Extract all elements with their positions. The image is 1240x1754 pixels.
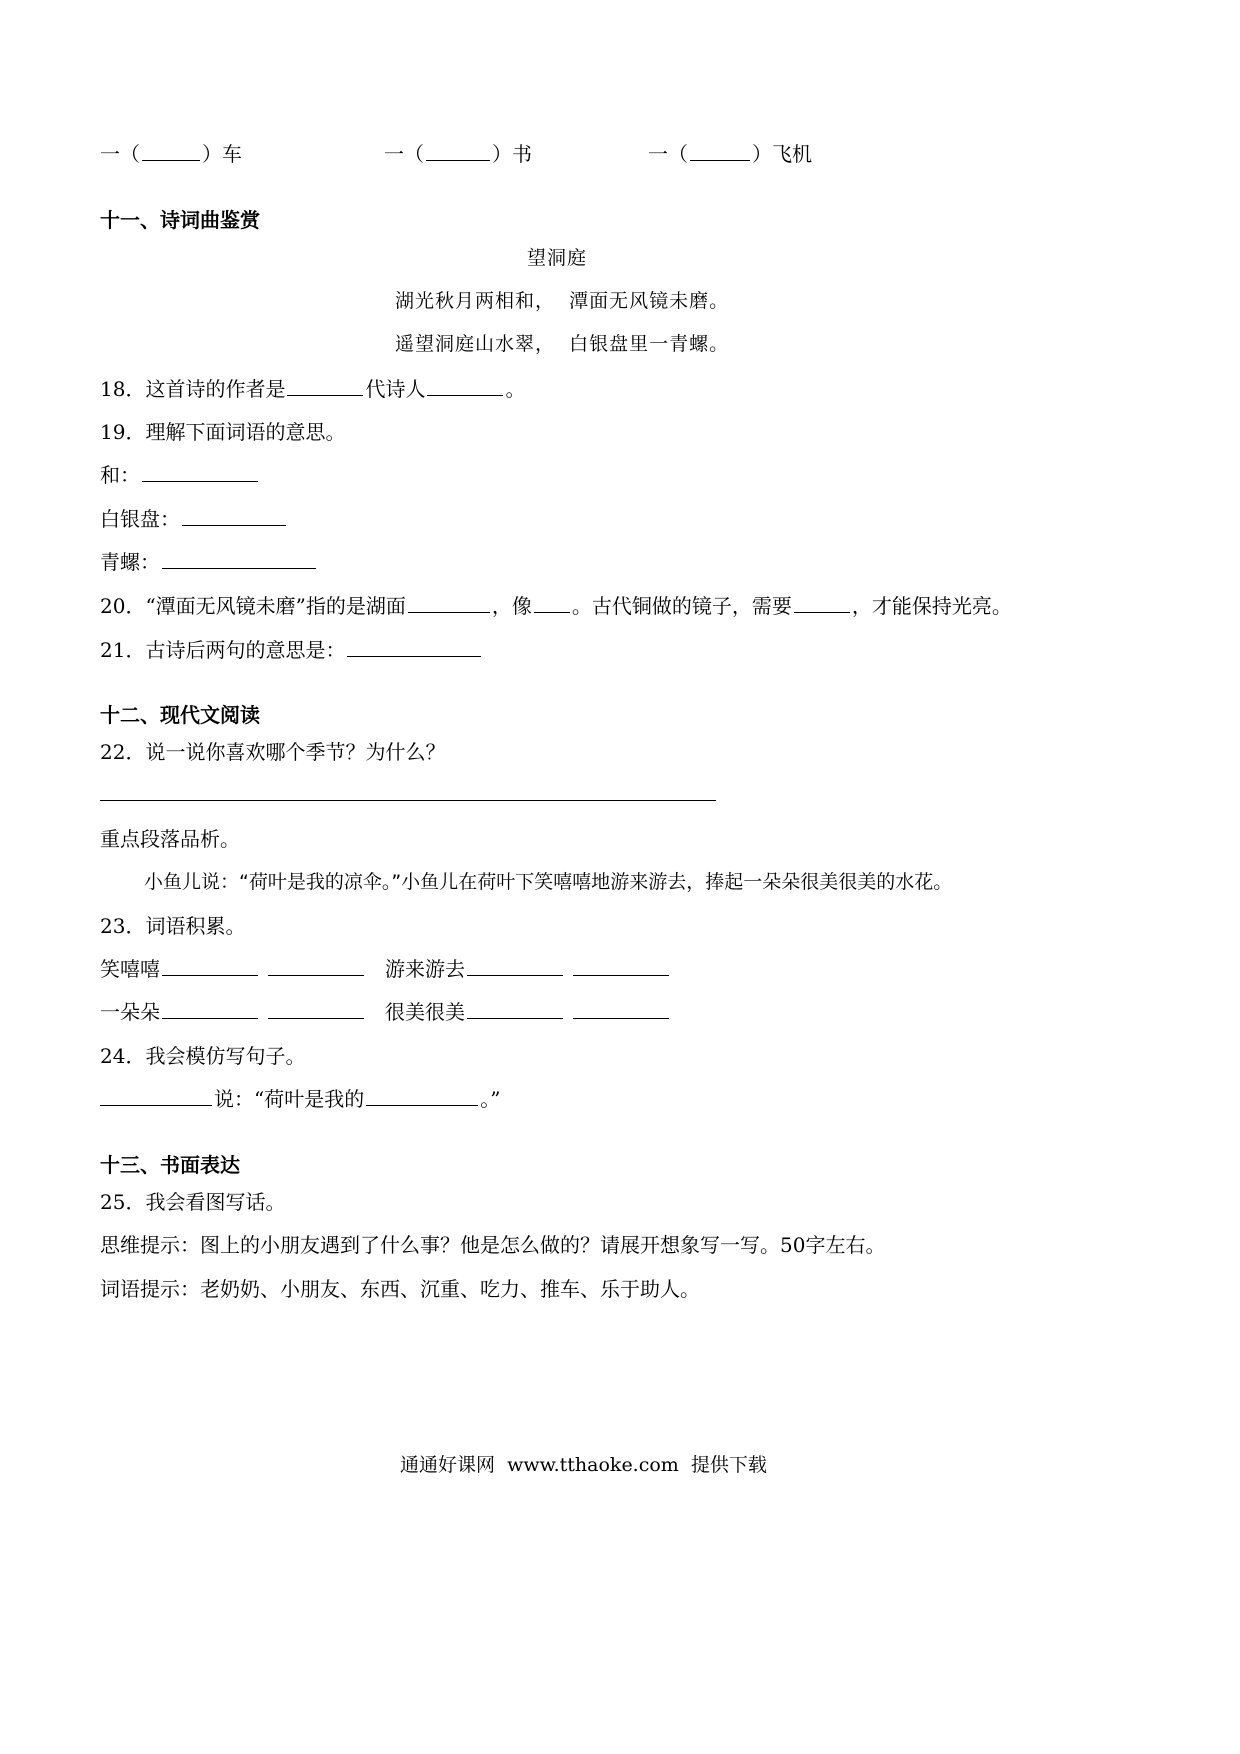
blank[interactable]: [142, 140, 200, 161]
blank[interactable]: [268, 955, 364, 976]
blank[interactable]: [287, 375, 363, 396]
blank[interactable]: [347, 636, 481, 657]
question-25: 25．我会看图写话。: [100, 1190, 286, 1214]
section-heading-reading: 十二、现代文阅读: [100, 703, 260, 727]
question-24: 24．我会模仿写句子。: [100, 1044, 306, 1068]
blank[interactable]: [182, 505, 286, 526]
blank[interactable]: [162, 998, 258, 1019]
question-20: 20．“潭面无风镜未磨”指的是湖面 ，像 。古代铜做的镜子，需要 ，才能保持光亮。: [100, 594, 1012, 618]
question-21: 21．古诗后两句的意思是：: [100, 636, 483, 664]
word-youlaiyouqu: 游来游去: [385, 955, 671, 983]
blank[interactable]: [268, 998, 364, 1019]
blank[interactable]: [408, 592, 490, 613]
question-23: 23．词语积累。: [100, 914, 246, 938]
section-heading-writing: 十三、书面表达: [100, 1153, 240, 1177]
fill-item-book: 一（ ）书: [384, 142, 532, 166]
blank[interactable]: [573, 955, 669, 976]
word-qingluo: 青螺：: [100, 548, 318, 576]
thinking-hint: 思维提示：图上的小朋友遇到了什么事？他是怎么做的？请展开想象写一写。50字左右。: [100, 1233, 886, 1257]
word-yiduoduo: 一朵朵: [100, 998, 366, 1026]
poem-title: 望洞庭: [527, 247, 588, 269]
fill-item-plane: 一（ ）飞机: [648, 142, 812, 166]
poem-line-2: 遥望洞庭山水翠， 白银盘里一青螺。: [395, 333, 730, 355]
blank[interactable]: [467, 998, 563, 1019]
blank[interactable]: [794, 592, 850, 613]
blank[interactable]: [426, 140, 490, 161]
question-22: 22．说一说你喜欢哪个季节？为什么？: [100, 740, 446, 764]
blank[interactable]: [366, 1085, 478, 1106]
fill-item-car: 一（ ）车: [100, 142, 242, 166]
poem-line-1: 湖光秋月两相和， 潭面无风镜未磨。: [395, 290, 730, 312]
blank[interactable]: [467, 955, 563, 976]
blank[interactable]: [534, 592, 570, 613]
word-henmeihenmei: 很美很美: [385, 998, 671, 1026]
blank[interactable]: [162, 955, 258, 976]
blank[interactable]: [573, 998, 669, 1019]
page-footer: 通通好课网 www.tthaoke.com 提供下载: [400, 1454, 767, 1476]
blank[interactable]: [142, 461, 258, 482]
question-19: 19．理解下面词语的意思。: [100, 420, 346, 444]
word-hint: 词语提示：老奶奶、小朋友、东西、沉重、吃力、推车、乐于助人。: [100, 1277, 700, 1301]
blank[interactable]: [162, 548, 316, 569]
blank[interactable]: [427, 375, 503, 396]
imitation-sentence: 说：“荷叶是我的 。”: [100, 1085, 500, 1113]
question-18: 18．这首诗的作者是 代诗人 。: [100, 377, 526, 401]
word-xiaoxixi: 笑嘻嘻: [100, 955, 366, 983]
reading-passage: 小鱼儿说：“荷叶是我的凉伞。”小鱼儿在荷叶下笑嘻嘻地游来游去，捧起一朵朵很美很美的水花。: [144, 871, 953, 893]
blank[interactable]: [690, 140, 750, 161]
passage-analysis-label: 重点段落品析。: [100, 827, 240, 851]
word-he: 和：: [100, 461, 260, 489]
answer-line[interactable]: [100, 800, 716, 801]
word-baiyinpan: 白银盘：: [100, 505, 288, 533]
section-heading-poetry: 十一、诗词曲鉴赏: [100, 208, 260, 232]
blank[interactable]: [100, 1085, 212, 1106]
